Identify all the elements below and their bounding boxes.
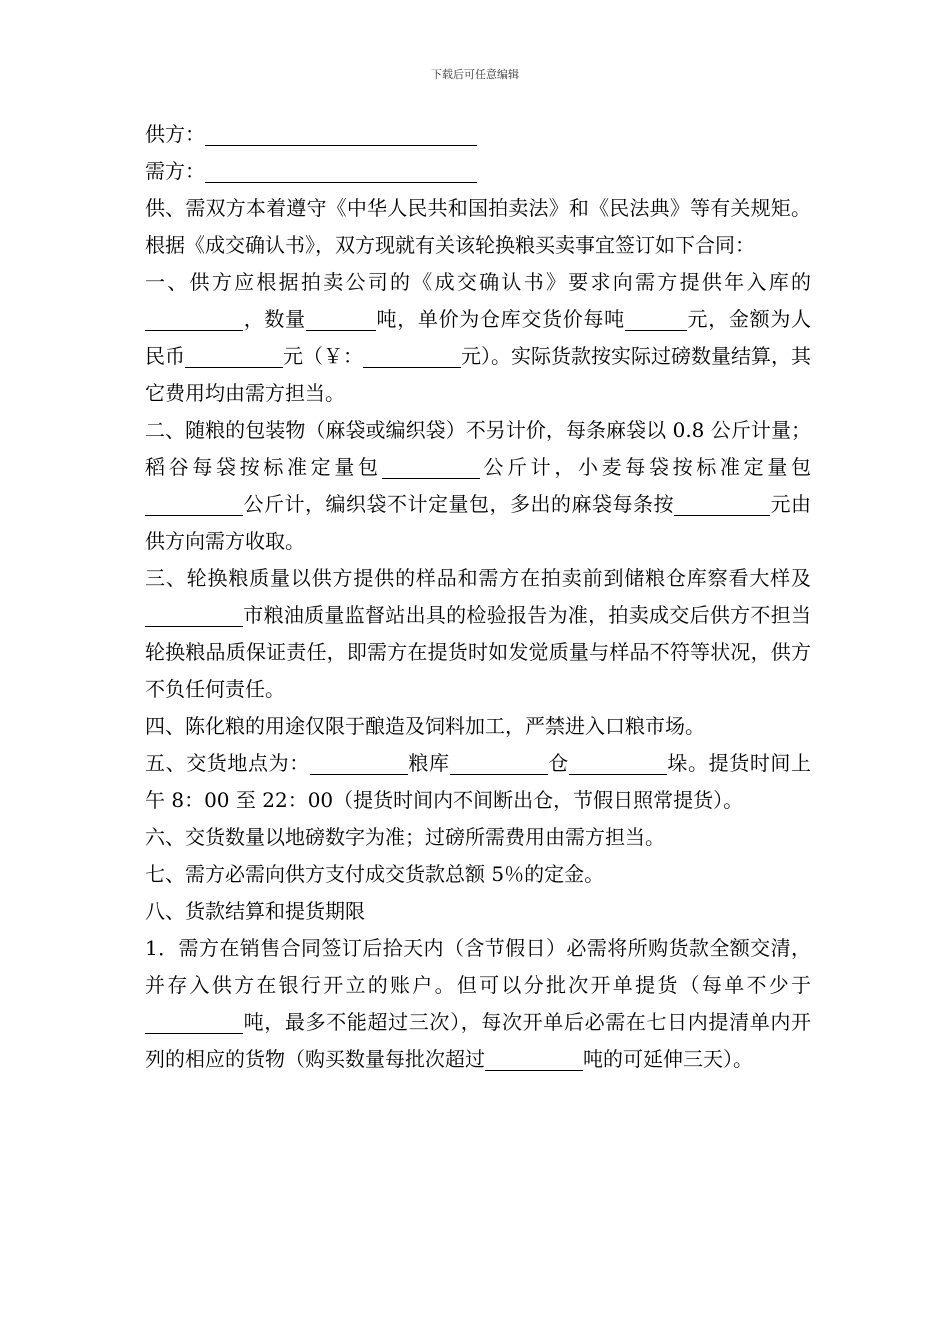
contract-body [145, 116, 811, 1078]
clause-4: 四、陈化粮的用途仅限于酿造及饲料加工，严禁进入口粮市场。 [145, 714, 705, 738]
amount-blank [185, 343, 283, 368]
clause-5-text-d: 垛。提货时间上午 8：00 至 22：00（提货时间内不间断出仓，节假日照常提货）。 [145, 751, 812, 812]
city-blank [145, 602, 243, 627]
clause-1-text-b: ，数量 [243, 307, 306, 331]
clause-3 [145, 560, 811, 708]
supplier-label: 供方： [145, 122, 205, 146]
buyer-label: 需方： [145, 159, 205, 183]
clause-2-text-d: 元由供方向需方收取。 [145, 492, 811, 553]
clause-3-text-a: 三、轮换粮质量以供方提供的样品和需方在拍卖前到储粮仓库察看大样及 [145, 566, 811, 590]
clause-1-text-c: 吨，单价为仓库交货价每吨 [375, 307, 625, 331]
rice-bag-weight-blank [382, 454, 480, 479]
batch-threshold-blank [485, 1046, 583, 1071]
clause-1-text-a: 一、供方应根据拍卖公司的《成交确认书》要求向需方提供年入库的 [145, 270, 811, 294]
sack-price-blank-2 [722, 491, 770, 516]
clause-5-text-a: 五、交货地点为： [145, 751, 310, 775]
clause-1-text-d: 元，金额为人民币 [145, 307, 812, 368]
buyer-blank [205, 158, 477, 183]
page-header: 下载后可任意编辑 [431, 68, 519, 81]
min-per-order-blank [145, 1009, 243, 1034]
clause-5-text-c: 仓 [547, 751, 569, 775]
sack-price-blank-1 [674, 491, 722, 516]
clause-8-1-text-b: 吨，最多不能超过三次），每次开单后必需在七日内提清单内开列的相应的货物（购买数量每批次超过 [145, 1010, 811, 1071]
clause-7: 七、需方必需向供方支付成交货款总额 5％的定金。 [145, 862, 605, 886]
amount-figure-blank [363, 343, 461, 368]
clause-2-text-b: 公斤计，小麦每袋按标准定量包 [479, 455, 812, 479]
supplier-blank [205, 121, 477, 146]
grain-type-blank [145, 306, 243, 331]
clause-5-text-b: 粮库 [407, 751, 450, 775]
clause-1-text-f: 元）。实际货款按实际过磅数量结算，其它费用均由需方担当。 [145, 344, 811, 405]
clause-8-1-text-a: 1．需方在销售合同签订后拾天内（含节假日）必需将所购货款全额交清，并存入供方在银行开立的账户。但可以分批次开单提货（每单不少于 [145, 936, 811, 997]
clause-6: 六、交货数量以地磅数字为准；过磅所需费用由需方担当。 [145, 825, 665, 849]
clause-2-text-c: 公斤计，编织袋不计定量包，多出的麻袋每条按 [243, 492, 674, 516]
quantity-blank [306, 306, 376, 331]
depot-blank [310, 750, 408, 775]
warehouse-blank [450, 750, 548, 775]
clause-8-heading: 八、货款结算和提货期限 [145, 899, 365, 923]
clause-1-text-e: 元（￥： [283, 344, 363, 368]
clause-2 [145, 412, 811, 560]
clause-3-text-b: 市粮油质量监督站出具的检验报告为准，拍卖成交后供方不担当轮换粮品质保证责任，即需方在提货时如发觉质量与样品不符等状况，供方不负任何责任。 [145, 603, 811, 701]
clause-2-text-a: 二、随粮的包装物（麻袋或编织袋）不另计价，每条麻袋以 0.8 公斤计量；稻谷每袋按标准定量包 [145, 418, 811, 479]
buyer-line [145, 153, 811, 190]
clause-8-1-text-c: 吨的可延伸三天）。 [583, 1047, 753, 1071]
unit-price-blank [625, 306, 687, 331]
wheat-bag-weight-blank [145, 491, 243, 516]
clause-1 [145, 264, 811, 412]
clause-8-1 [145, 930, 811, 1078]
intro-paragraph: 供、需双方本着遵守《中华人民共和国拍卖法》和《民法典》等有关规矩。根据《成交确认书》，双方现就有关该轮换粮买卖事宜签订如下合同： [145, 196, 811, 257]
supplier-line [145, 116, 811, 153]
stack-blank [569, 750, 667, 775]
clause-5 [145, 745, 811, 819]
